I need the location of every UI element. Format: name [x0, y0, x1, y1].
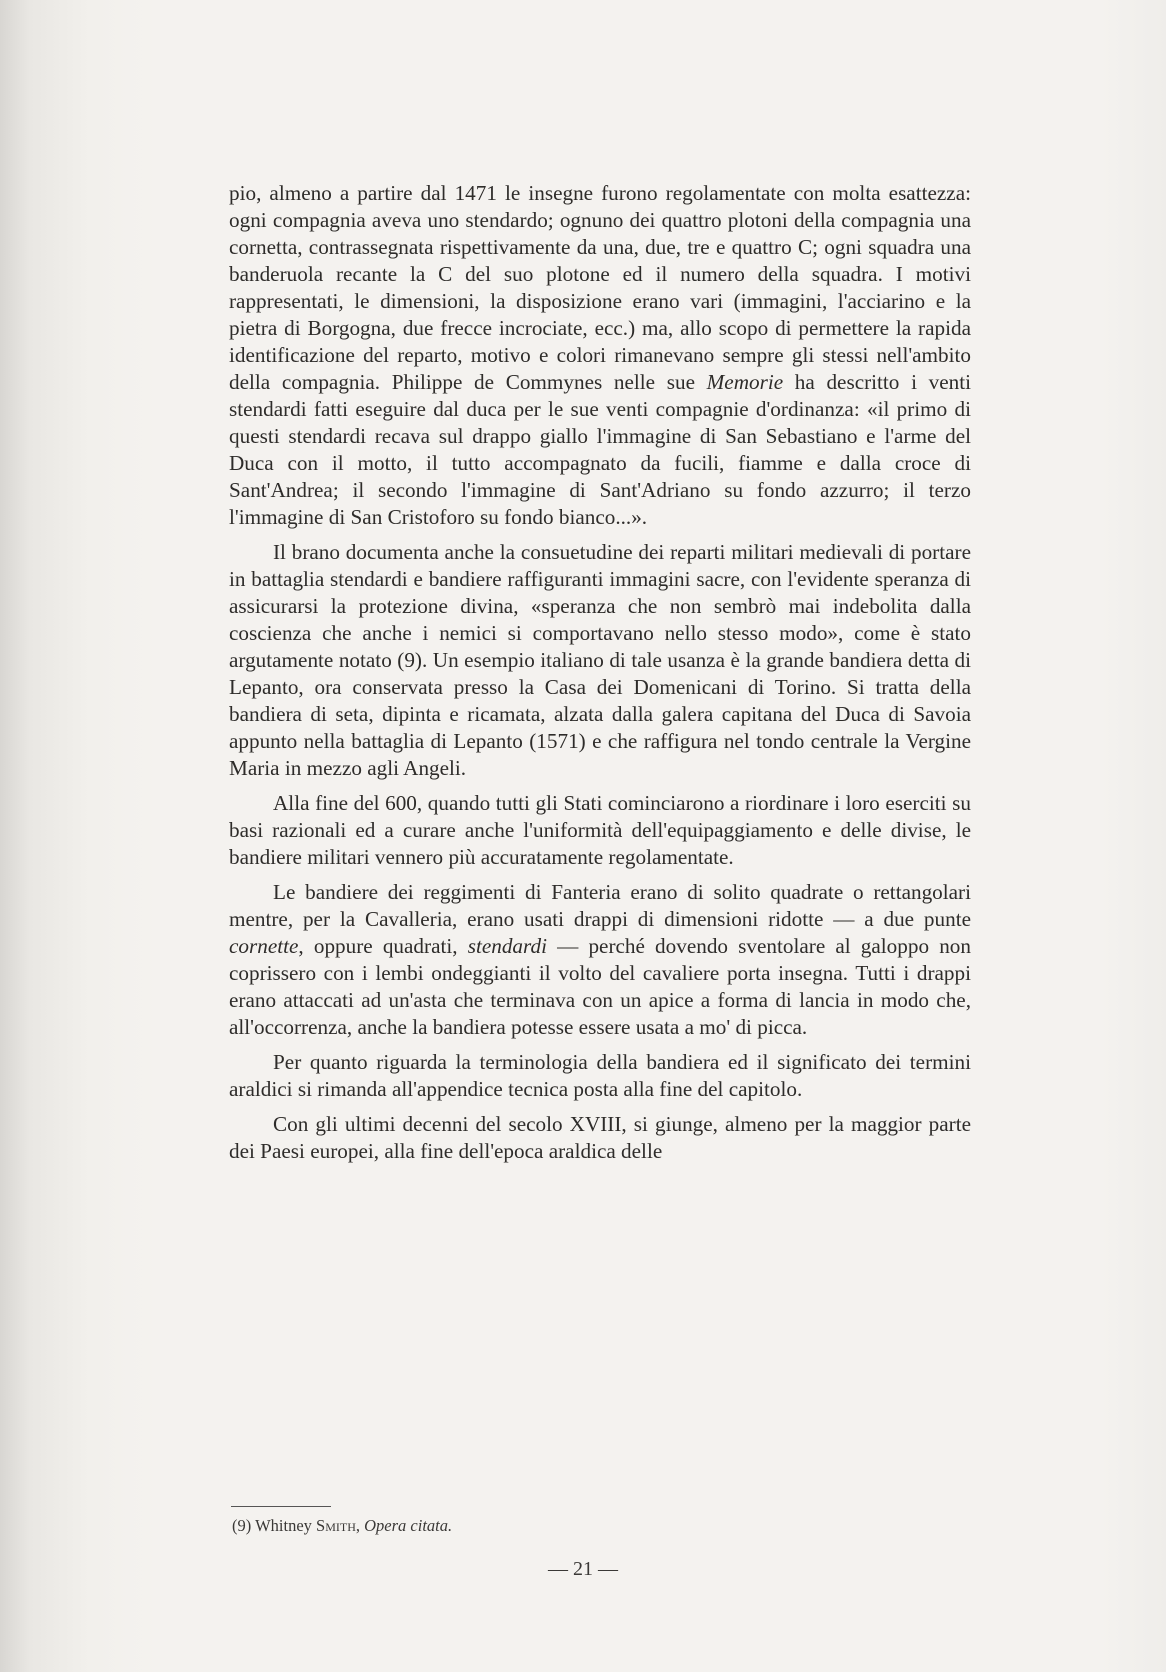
text-run: ha descritto i venti stendardi fatti eseguire dal duca per le sue venti compagnie d'ordinanza: «il primo di questi stendardi recava sul drappo giallo l'immagine di San Sebastiano e l'arme del Duca con il motto, il tutto accompagnato da fucili, fiamme e dalla croce di Sant'Andrea; il secondo l'immagine di Sant'Adriano su fondo azzurro; il terzo l'immagine di San Cristoforo su fondo bianco...».: [229, 370, 971, 529]
footnote-work: Opera citata.: [364, 1516, 453, 1535]
body-text: [229, 180, 971, 1173]
text-run: , oppure quadrati,: [298, 934, 468, 958]
footnote-number: (9): [232, 1516, 252, 1535]
text-run: Con gli ultimi decenni del secolo XVIII, si giunge, almeno per la maggior parte dei Paesi europei, alla fine dell'epoca araldica delle: [229, 1112, 971, 1163]
paragraph: [229, 539, 971, 782]
paragraph: [229, 180, 971, 531]
italic-text: Memorie: [706, 370, 784, 394]
italic-text: stendardi: [467, 934, 547, 958]
text-run: — perché dovendo sventolare al galoppo non coprissero con i lembi ondeggianti il volto del cavaliere porta insegna. Tutti i drappi erano attaccati ad un'asta che terminava con un apice a forma di lancia in modo che, all'occorrenza, anche la bandiera potesse essere usata a mo' di picca.: [229, 934, 971, 1039]
text-run: Il brano documenta anche la consuetudine dei reparti militari medievali di portare in battaglia stendardi e bandiere raffiguranti immagini sacre, con l'evidente speranza di assicurarsi la protezione divina, «speranza che non sembrò mai indebolita dalla coscienza che anche i nemici si comportavano nello stesso modo», come è stato argutamente notato (9). Un esempio italiano di tale usanza è la grande bandiera detta di Lepanto, ora conservata presso la Casa dei Domenicani di Torino. Si tratta della bandiera di seta, dipinta e ricamata, alzata dalla galera capitana del Duca di Savoia appunto nella battaglia di Lepanto (1571) e che raffigura nel tondo centrale la Vergine Maria in mezzo agli Angeli.: [229, 540, 971, 780]
footnote-author-first: Whitney: [255, 1516, 312, 1535]
text-run: Per quanto riguarda la terminologia della bandiera ed il significato dei termini araldici si rimanda all'appendice tecnica posta alla fine del capitolo.: [229, 1050, 971, 1101]
text-run: Le bandiere dei reggimenti di Fanteria erano di solito quadrate o rettangolari mentre, per la Cavalleria, erano usati drappi di dimensioni ridotte — a due punte: [229, 880, 971, 931]
paragraph: [229, 790, 971, 871]
text-run: Alla fine del 600, quando tutti gli Stati cominciarono a riordinare i loro eserciti su basi razionali ed a curare anche l'uniformità dell'equipaggiamento e delle divise, le bandiere militari vennero più accuratamente regolamentate.: [229, 791, 971, 869]
page-number: — 21 —: [548, 1558, 618, 1580]
footnote: [232, 1515, 452, 1537]
footnote-author-last: Smith,: [316, 1516, 360, 1535]
paragraph: [229, 879, 971, 1041]
paragraph: [229, 1111, 971, 1165]
italic-text: cornette: [229, 934, 299, 958]
paragraph: [229, 1049, 971, 1103]
footnote-rule: [231, 1506, 331, 1507]
text-run: pio, almeno a partire dal 1471 le insegne furono regolamentate con molta esattezza: ogni compagnia aveva uno stendardo; ognuno dei quattro plotoni della compagnia una cornetta, contrassegnata rispettivamente da una, due, tre e quattro C; ogni squadra una banderuola recante la C del suo plotone ed il numero della squadra. I motivi rappresentati, le dimensioni, la disposizione erano vari (immagini, l'acciarino e la pietra di Borgogna, due frecce incrociate, ecc.) ma, allo scopo di permettere la rapida identificazione del reparto, motivo e colori rimanevano sempre gli stessi nell'ambito della compagnia. Philippe de Commynes nelle sue: [229, 181, 971, 394]
